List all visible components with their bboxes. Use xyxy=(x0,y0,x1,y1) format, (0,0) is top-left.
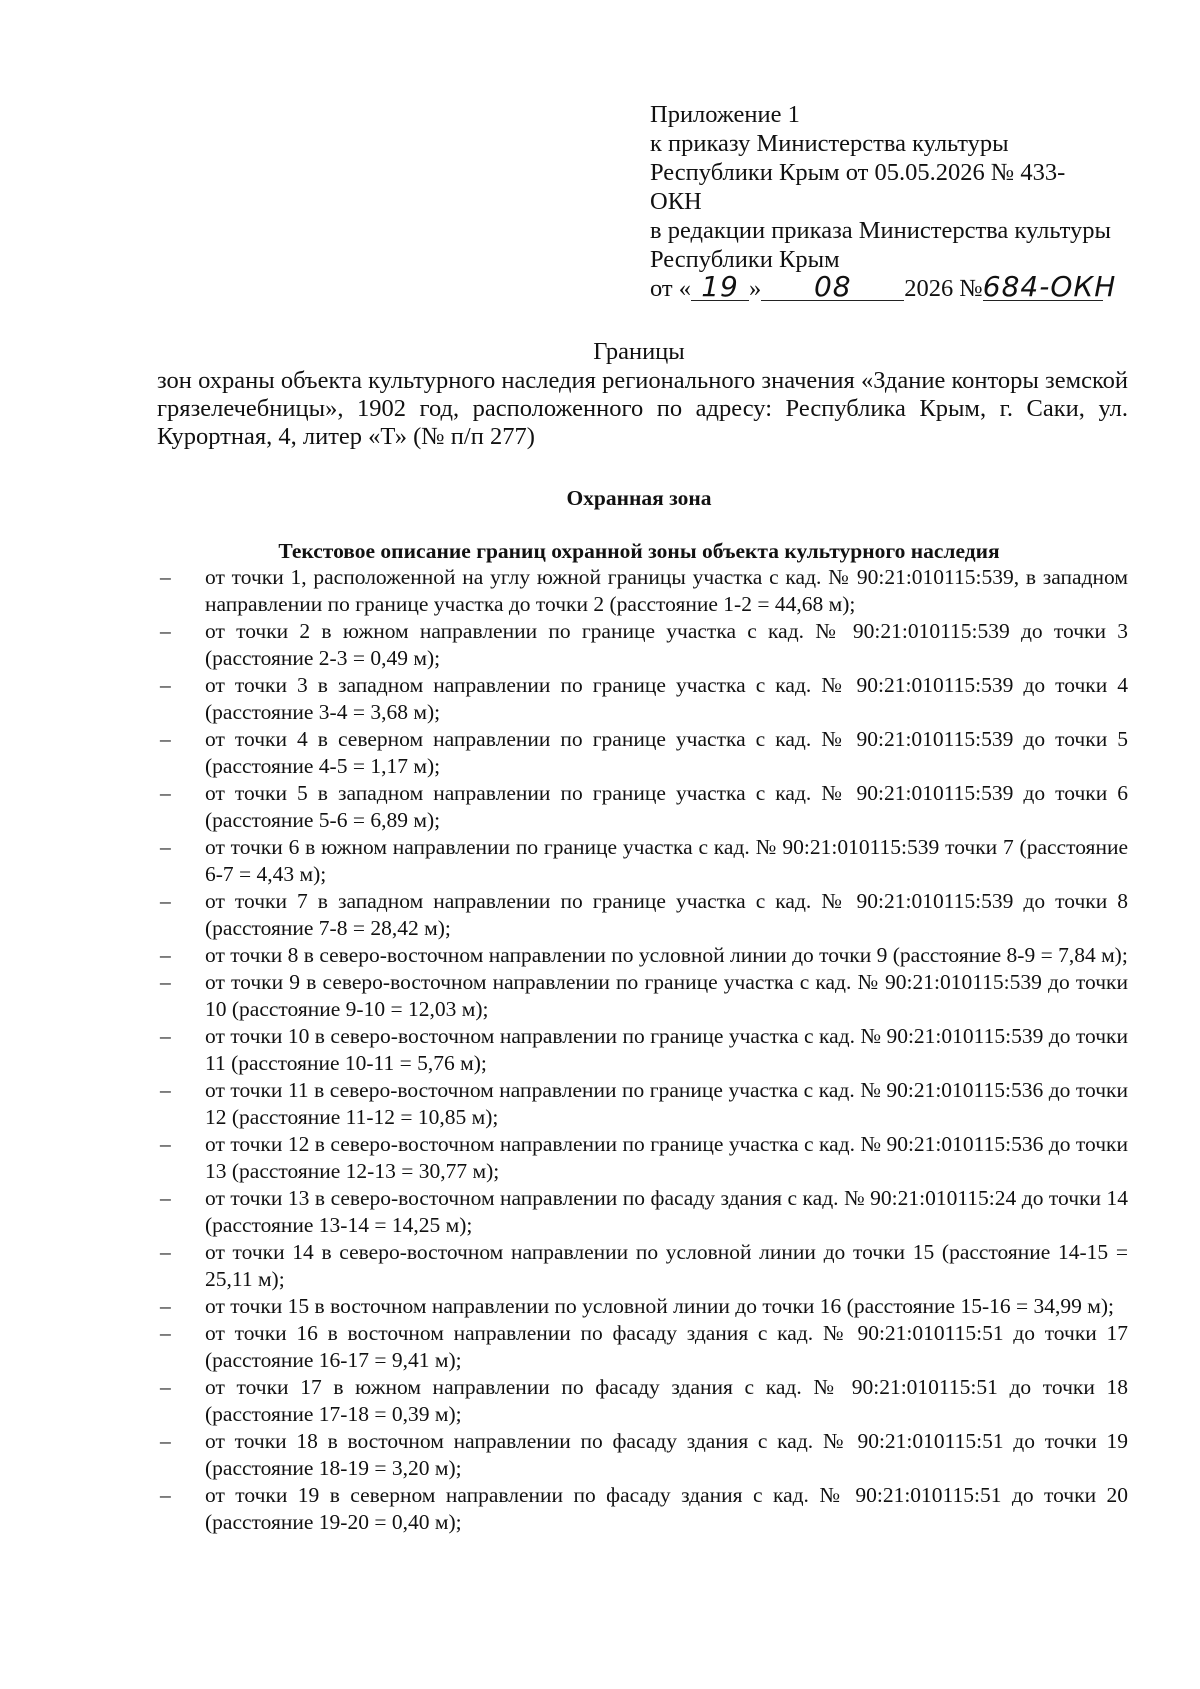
list-item-text: от точки 11 в северо-восточном направлении по границе участка с кад. № 90:21:010115:536 до точки 12 (расстояние 11-12 = 10,85 м); xyxy=(205,1078,1128,1129)
list-item-text: от точки 5 в западном направлении по границе участка с кад. № 90:21:010115:539 до точки 6 (расстояние 5-6 = 6,89 м); xyxy=(205,781,1128,832)
list-item xyxy=(160,1023,1128,1077)
list-item-text: от точки 9 в северо-восточном направлении по границе участка с кад. № 90:21:010115:539 до точки 10 (расстояние 9-10 = 12,03 м); xyxy=(205,970,1128,1021)
list-item-text: от точки 19 в северном направлении по фасаду здания с кад. № 90:21:010115:51 до точки 20 (расстояние 19-20 = 0,40 м); xyxy=(205,1483,1128,1534)
bullet-dash: – xyxy=(160,1294,171,1318)
list-item-text: от точки 16 в восточном направлении по фасаду здания с кад. № 90:21:010115:51 до точки 17 (расстояние 16-17 = 9,41 м); xyxy=(205,1321,1128,1372)
appendix-block xyxy=(650,100,1120,303)
bullet-dash: – xyxy=(160,565,171,589)
appendix-date-line xyxy=(650,270,1120,303)
list-item xyxy=(160,1320,1128,1374)
list-item xyxy=(160,1428,1128,1482)
appendix-line: Республики Крым xyxy=(650,246,840,273)
section-title: Охранная зона xyxy=(566,486,712,510)
bullet-dash: – xyxy=(160,1024,171,1048)
list-item xyxy=(160,618,1128,672)
appendix-line: ОКН xyxy=(650,188,702,215)
date-prefix: от « xyxy=(650,275,692,302)
bullet-dash: – xyxy=(160,1483,171,1507)
bullet-dash: – xyxy=(160,1132,171,1156)
list-item-text: от точки 1, расположенной на углу южной границы участка с кад. № 90:21:010115:539, в западном направлении по границе участка до точки 2 (расстояние 1-2 = 44,68 м); xyxy=(205,565,1128,616)
list-item-text: от точки 4 в северном направлении по границе участка с кад. № 90:21:010115:539 до точки 5 (расстояние 4-5 = 1,17 м); xyxy=(205,727,1128,778)
appendix-line: Республики Крым от 05.05.2026 № 433- xyxy=(650,159,1066,186)
bullet-dash: – xyxy=(160,727,171,751)
list-item xyxy=(160,1239,1128,1293)
appendix-line: в редакции приказа Министерства культуры xyxy=(650,217,1111,244)
list-item xyxy=(160,672,1128,726)
bullet-dash: – xyxy=(160,673,171,697)
list-item xyxy=(160,1482,1128,1536)
bullet-dash: – xyxy=(160,619,171,643)
document-subtitle: зон охраны объекта культурного наследия регионального значения «Здание конторы земской грязелечебницы», 1902 год, расположенного по адресу: Республика Крым, г. Саки, ул. Курортная, 4, литер «Т» (№ п/п 277) xyxy=(157,367,1128,450)
document-title: Границы xyxy=(593,338,685,365)
bullet-dash: – xyxy=(160,970,171,994)
boundary-list xyxy=(160,564,1128,1536)
appendix-line: Приложение 1 xyxy=(650,101,800,128)
list-item-text: от точки 8 в северо-восточном направлении по условной линии до точки 9 (расстояние 8-9 = 7,84 м); xyxy=(205,943,1128,967)
list-item-text: от точки 6 в южном направлении по границе участка с кад. № 90:21:010115:539 точки 7 (расстояние 6-7 = 4,43 м); xyxy=(205,835,1128,886)
list-item xyxy=(160,726,1128,780)
list-item-text: от точки 15 в восточном направлении по условной линии до точки 16 (расстояние 15-16 = 34,99 м); xyxy=(205,1294,1114,1318)
list-item-text: от точки 18 в восточном направлении по фасаду здания с кад. № 90:21:010115:51 до точки 19 (расстояние 18-19 = 3,20 м); xyxy=(205,1429,1128,1480)
handwritten-order-number: 684-ОКН xyxy=(982,270,1117,303)
list-item xyxy=(160,564,1128,618)
date-year: 2026 № xyxy=(904,275,983,302)
list-item-text: от точки 12 в северо-восточном направлении по границе участка с кад. № 90:21:010115:536 до точки 13 (расстояние 12-13 = 30,77 м); xyxy=(205,1132,1128,1183)
bullet-dash: – xyxy=(160,1375,171,1399)
list-item xyxy=(160,780,1128,834)
list-item xyxy=(160,969,1128,1023)
list-item xyxy=(160,942,1128,969)
bullet-dash: – xyxy=(160,1186,171,1210)
list-item-text: от точки 3 в западном направлении по границе участка с кад. № 90:21:010115:539 до точки 4 (расстояние 3-4 = 3,68 м); xyxy=(205,673,1128,724)
list-item xyxy=(160,888,1128,942)
bullet-dash: – xyxy=(160,889,171,913)
list-item xyxy=(160,1293,1128,1320)
list-item-text: от точки 10 в северо-восточном направлении по границе участка с кад. № 90:21:010115:539 до точки 11 (расстояние 10-11 = 5,76 м); xyxy=(205,1024,1128,1075)
date-mid: » xyxy=(749,275,762,302)
handwritten-month: 08 xyxy=(761,274,904,301)
list-item-text: от точки 14 в северо-восточном направлении по условной линии до точки 15 (расстояние 14-15 = 25,11 м); xyxy=(205,1240,1128,1291)
bullet-dash: – xyxy=(160,781,171,805)
appendix-line: к приказу Министерства культуры xyxy=(650,130,1009,157)
handwritten-day: 19 xyxy=(691,274,749,301)
bullet-dash: – xyxy=(160,835,171,859)
list-item-text: от точки 17 в южном направлении по фасаду здания с кад. № 90:21:010115:51 до точки 18 (расстояние 17-18 = 0,39 м); xyxy=(205,1375,1128,1426)
bullet-dash: – xyxy=(160,1240,171,1264)
list-item xyxy=(160,1185,1128,1239)
bullet-dash: – xyxy=(160,1321,171,1345)
bullet-dash: – xyxy=(160,943,171,967)
list-item-text: от точки 2 в южном направлении по границе участка с кад. № 90:21:010115:539 до точки 3 (расстояние 2-3 = 0,49 м); xyxy=(205,619,1128,670)
list-item xyxy=(160,1077,1128,1131)
list-item xyxy=(160,1374,1128,1428)
list-item-text: от точки 7 в западном направлении по границе участка с кад. № 90:21:010115:539 до точки 8 (расстояние 7-8 = 28,42 м); xyxy=(205,889,1128,940)
description-title: Текстовое описание границ охранной зоны объекта культурного наследия xyxy=(278,539,1000,563)
bullet-dash: – xyxy=(160,1429,171,1453)
list-item-text: от точки 13 в северо-восточном направлении по фасаду здания с кад. № 90:21:010115:24 до точки 14 (расстояние 13-14 = 14,25 м); xyxy=(205,1186,1128,1237)
list-item xyxy=(160,1131,1128,1185)
list-item xyxy=(160,834,1128,888)
bullet-dash: – xyxy=(160,1078,171,1102)
